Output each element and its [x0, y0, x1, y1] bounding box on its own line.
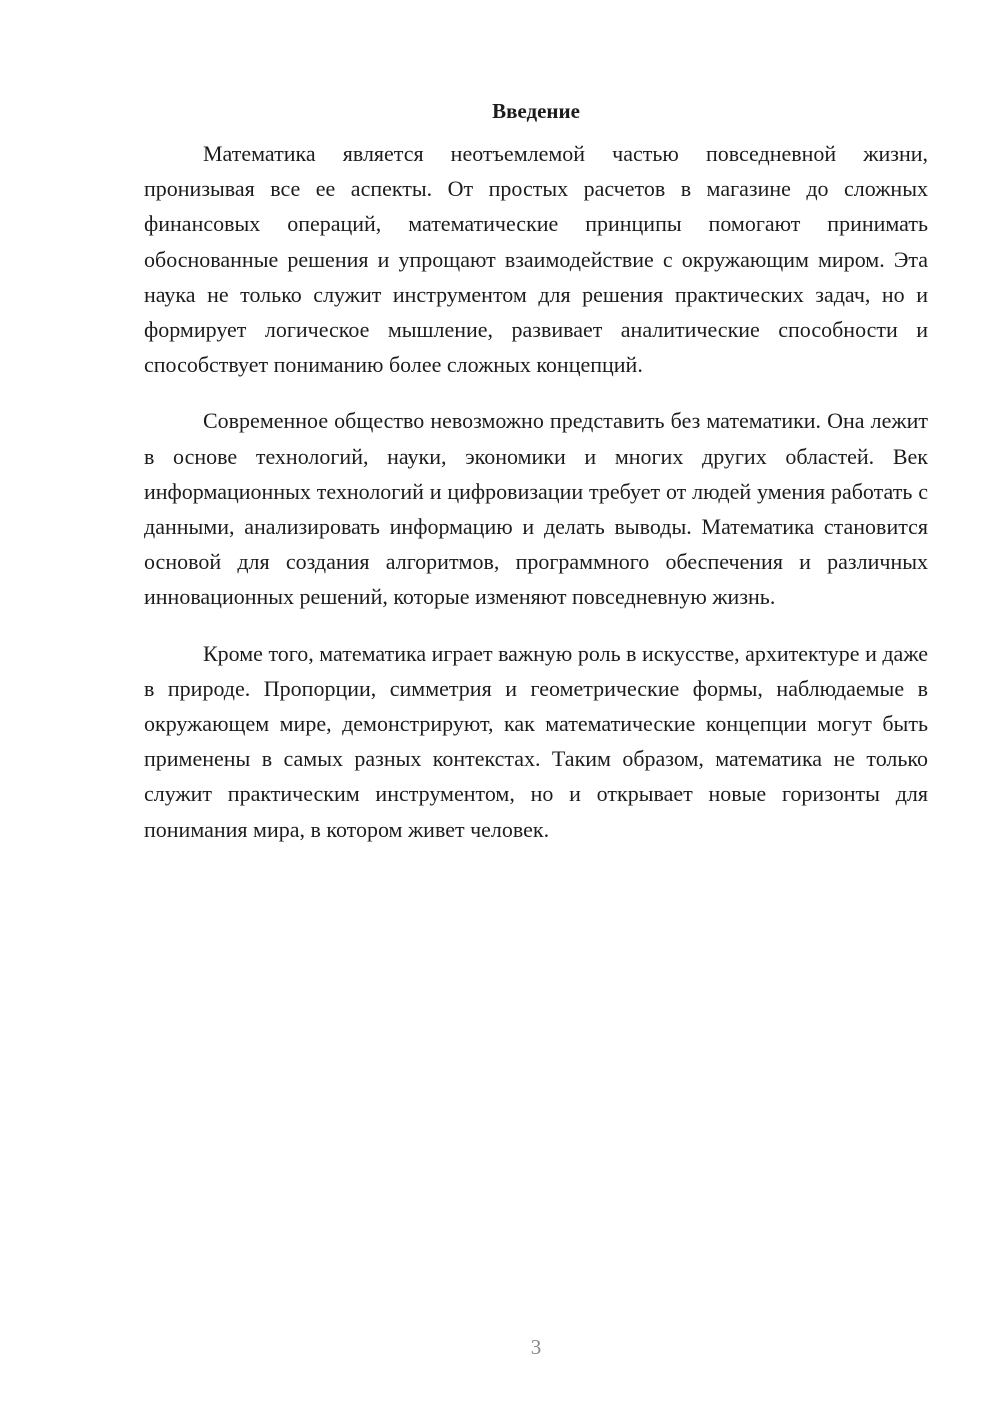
page-content — [144, 96, 928, 868]
section-title: Введение — [492, 99, 580, 123]
paragraph-1: Математика является неотъемлемой частью повседневной жизни, пронизывая все ее аспекты. От простых расчетов в магазине до сложных финансовых операций, математические принципы помогают принимать обоснованные решения и упрощают взаимодействие с окружающим миром. Эта наука не только служит инструментом для решения практических задач, но и формирует логическое мышление, развивает аналитические способности и способствует пониманию более сложных концепций. — [144, 141, 928, 378]
page-number: 3 — [530, 1335, 542, 1359]
paragraph-3: Кроме того, математика играет важную роль в искусстве, архитектуре и даже в природе. Пропорции, симметрия и геометрические формы, наблюдаемые в окружающем мире, демонстрируют, как математические концепции могут быть применены в самых разных контекстах. Таким образом, математика не только служит практическим инструментом, но и открывает новые горизонты для понимания мира, в котором живет человек. — [144, 640, 928, 842]
paragraph-2: Современное общество невозможно представить без математики. Она лежит в основе технологий, науки, экономики и многих других областей. Век информационных технологий и цифровизации требует от людей умения работать с данными, анализировать информацию и делать выводы. Математика становится основой для создания алгоритмов, программного обеспечения и различных инновационных решений, которые изменяют повседневную жизнь. — [144, 408, 928, 610]
